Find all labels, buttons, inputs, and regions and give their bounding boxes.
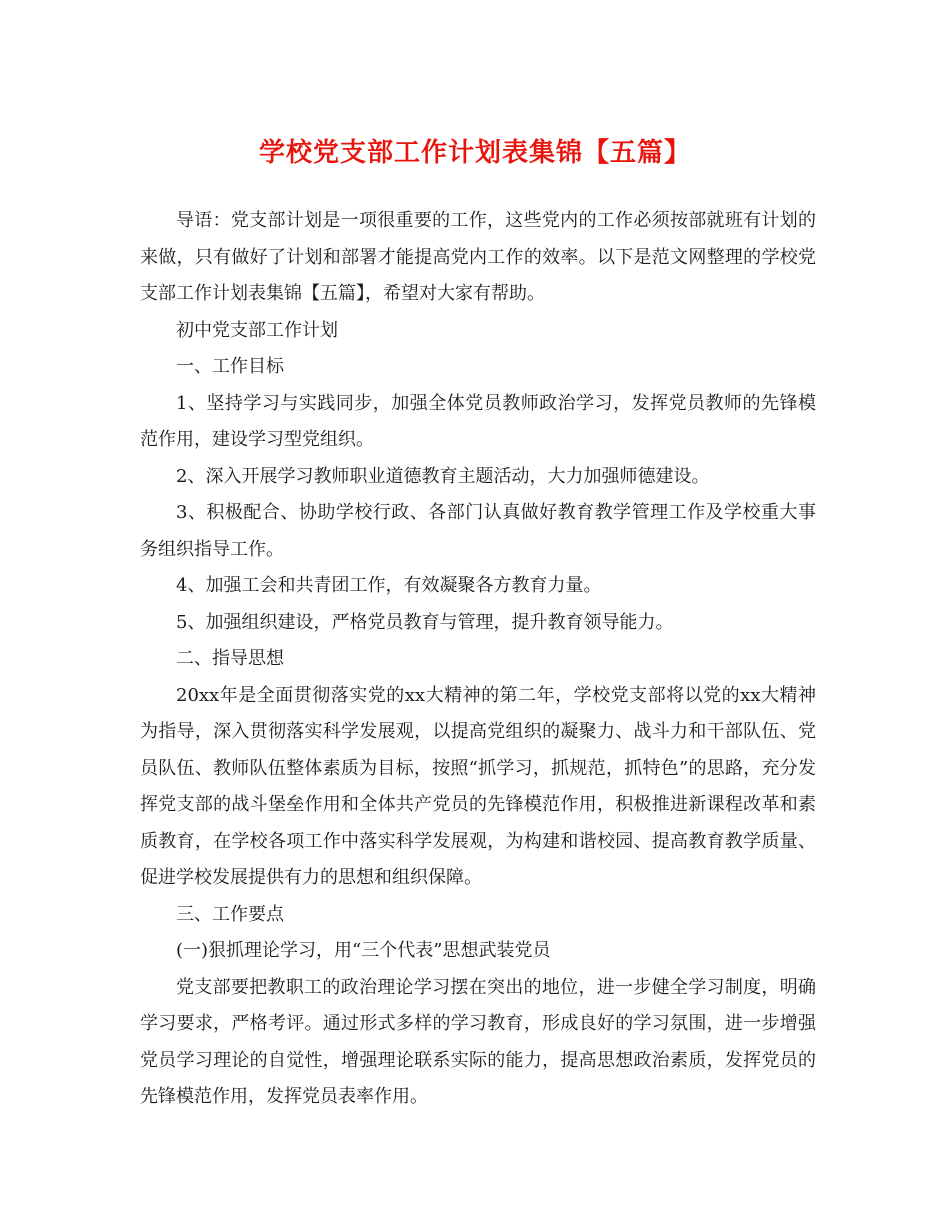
paragraph-goal-3: 3、积极配合、协助学校行政、各部门认真做好教育教学管理工作及学校重大事务组织指导工作。	[140, 502, 816, 560]
document-body	[140, 203, 816, 1116]
paragraph-heading: 初中党支部工作计划	[176, 319, 338, 341]
section-heading-goals: 一、工作目标	[176, 356, 284, 377]
paragraph-intro: 导语：党支部计划是一项很重要的工作，这些党内的工作必须按部就班有计划的来做，只有做好了计划和部署才能提高党内工作的效率。以下是范文网整理的学校党支部工作计划表集锦【五篇】，希望对大家有帮助。	[140, 210, 816, 304]
document-title: 学校党支部工作计划表集锦【五篇】	[258, 138, 691, 168]
paragraph-goal-5: 5、加强组织建设，严格党员教育与管理，提升教育领导能力。	[176, 611, 674, 633]
section-heading-key-points: 三、工作要点	[176, 903, 284, 925]
paragraph-goal-1: 1、坚持学习与实践同步，加强全体党员教师政治学习，发挥党员教师的先锋模范作用，建设学习型党组织。	[140, 392, 816, 450]
paragraph-goal-2: 2、深入开展学习教师职业道德教育主题活动，大力加强师德建设。	[176, 465, 710, 487]
paragraph-goal-4: 4、加强工会和共青团工作，有效凝聚各方教育力量。	[176, 575, 602, 596]
paragraph-guidance: 20xx年是全面贯彻落实党的xx大精神的第二年，学校党支部将以党的xx大精神为指导，深入贯彻落实科学发展观，以提高党组织的凝聚力、战斗力和干部队伍、党员队伍、教师队伍整体素质为目标，按照“抓学习，抓规范，抓特色”的思路，充分发挥党支部的战斗堡垒作用和全体共产党员的先锋模范作用，积极推进新课程改革和素质教育，在学校各项工作中落实科学发展观，为构建和谐校园、提高教育教学质量、促进学校发展提供有力的思想和组织保障。	[140, 684, 816, 888]
section-heading-guidance: 二、指导思想	[176, 648, 284, 669]
subsection-heading-theory: (一)狠抓理论学习，用“三个代表”思想武装党员	[176, 940, 551, 961]
paragraph-theory: 党支部要把教职工的政治理论学习摆在突出的地位，进一步健全学习制度，明确学习要求，严格考评。通过形式多样的学习教育，形成良好的学习氛围，进一步增强党员学习理论的自觉性，增强理论联系实际的能力，提高思想政治素质，发挥党员的先锋模范作用，发挥党员表率作用。	[140, 976, 816, 1107]
